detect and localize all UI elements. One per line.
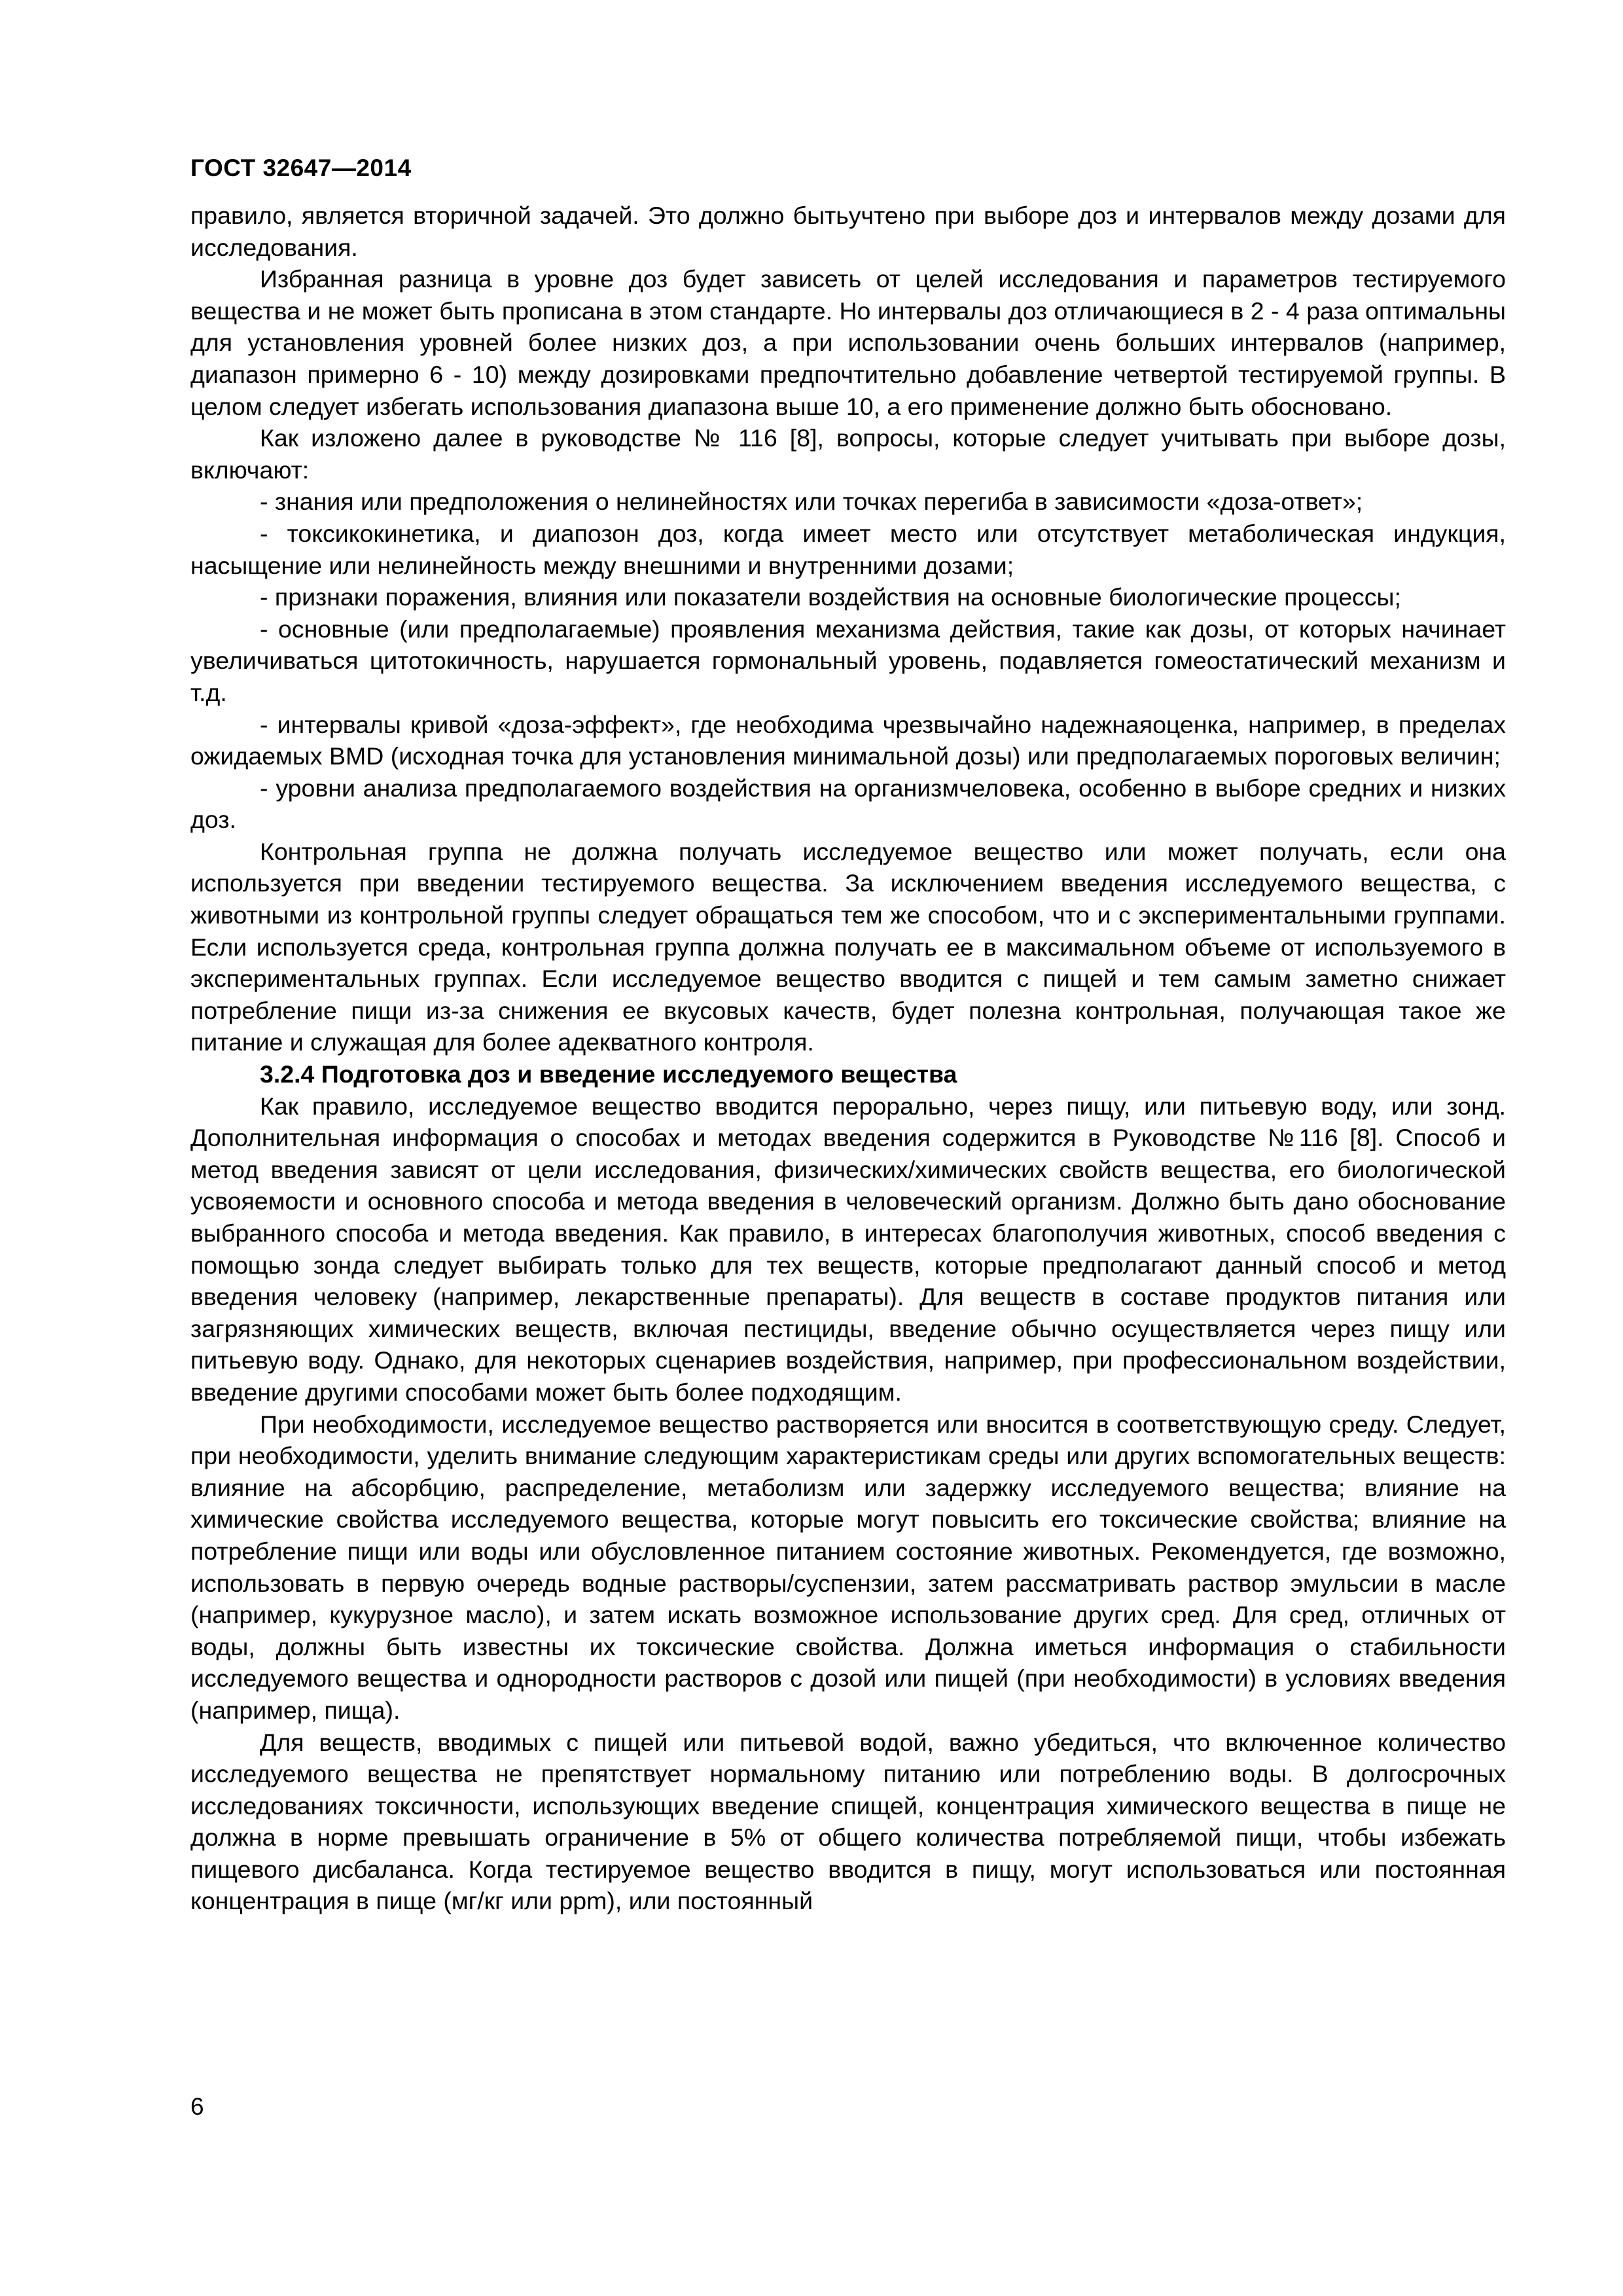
paragraph: правило, является вторичной задачей. Это должно бытьучтено при выборе доз и интервалов между дозами для исследования. [190,202,1506,261]
list-item: - признаки поражения, влияния или показатели воздействия на основные биологические процессы; [260,583,1401,611]
list-item: - интервалы кривой «доза-эффект», где необходима чрезвычайно надежнаяоценка, например, в пределах ожидаемых BMD (исходная точка для установления минимальной дозы) или предполагаемых пороговых величин; [190,710,1506,770]
list-item: - основные (или предполагаемые) проявления механизма действия, такие как дозы, от которых начинает увеличиваться цитотокичность, нарушается гормональный уровень, подавляется гомеостатический механизм и т.д. [190,615,1506,706]
list-item: - уровни анализа предполагаемого воздействия на организмчеловека, особенно в выборе средних и низких доз. [190,774,1506,834]
document-header: ГОСТ 32647—2014 [190,154,412,181]
paragraph: Как правило, исследуемое вещество вводится перорально, через пищу, или питьевую воду, или зонд. Дополнительная информация о способах и методах введения содержится в Руководстве №116 [8]. Способ и метод введения зависят от цели исследования, физических/химических свойств вещества, его биологической усвояемости и основного способа и метода введения в человеческий организм. Должно быть дано обоснование выбранного способа и метода введения. Как правило, в интересах благополучия животных, способ введения с помощью зонда следует выбирать только для тех веществ, которые предполагают данный способ и метод введения человеку (например, лекарственные препараты). Для веществ в составе продуктов питания или загрязняющих химических веществ, включая пестициды, введение обычно осуществляется через пищу или питьевую воду. Однако, для некоторых сценариев воздействия, например, при профессиональном воздействии, введение другими способами может быть более подходящим. [190,1092,1506,1406]
paragraph: При необходимости, исследуемое вещество растворяется или вносится в соответствующую среду. Следует, при необходимости, уделить внимание следующим характеристикам среды или других вспомогательных веществ: влияние на абсорбцию, распределение, метаболизм или задержку исследуемого вещества; влияние на химические свойства исследуемого вещества, которые могут повысить его токсические свойства; влияние на потребление пищи или воды или обусловленное питанием состояние животных. Рекомендуется, где возможно, использовать в первую очередь водные растворы/суспензии, затем рассматривать раствор эмульсии в масле (например, кукурузное масло), и затем искать возможное использование других сред. Для сред, отличных от воды, должны быть известны их токсические свойства. Должна иметься информация о стабильности исследуемого вещества и однородности растворов с дозой или пищей (при необходимости) в условиях введения (например, пища). [190,1410,1506,1724]
paragraph: Для веществ, вводимых с пищей или питьевой водой, важно убедиться, что включенное количество исследуемого вещества не препятствует нормальному питанию или потреблению воды. В долгосрочных исследованиях токсичности, использующих введение спищей, концентрация химического вещества в пище не должна в норме превышать ограничение в 5% от общего количества потребляемой пищи, чтобы избежать пищевого дисбаланса. Когда тестируемое вещество вводится в пищу, могут использоваться или постоянная концентрация в пище (мг/кг или ppm), или постоянный [190,1728,1506,1915]
list-item: - знания или предположения о нелинейностях или точках перегиба в зависимости «доза-ответ»; [260,488,1363,516]
paragraph: Как изложено далее в руководстве № 116 [8], вопросы, которые следует учитывать при выборе дозы, включают: [190,424,1506,484]
paragraph: Контрольная группа не должна получать исследуемое вещество или может получать, если она используется при введении тестируемого вещества. За исключением введения исследуемого вещества, с животными из контрольной группы следует обращаться тем же способом, что и с экспериментальными группами. Если используется среда, контрольная группа должна получать ее в максимальном объеме от используемого в экспериментальных группах. Если исследуемое вещество вводится с пищей и тем самым заметно снижает потребление пищи из-за снижения ее вкусовых качеств, будет полезна контрольная, получающая такое же питание и служащая для более адекватного контроля. [190,837,1506,1056]
page-number: 6 [190,2093,204,2120]
paragraph: Избранная разница в уровне доз будет зависеть от целей исследования и параметров тестируемого вещества и не может быть прописана в этом стандарте. Но интервалы доз отличающиеся в 2 - 4 раза оптимальны для установления уровней более низких доз, а при использовании очень больших интервалов (например, диапазон примерно 6 - 10) между дозировками предпочтительно добавление четвертой тестируемой группы. В целом следует избегать использования диапазона выше 10, а его применение должно быть обосновано. [190,265,1506,420]
section-heading: 3.2.4 Подготовка доз и введение исследуемого вещества [260,1060,957,1088]
list-item: - токсикокинетика, и диапозон доз, когда имеет место или отсутствует метаболическая индукция, насыщение или нелинейность между внешними и внутренними дозами; [190,519,1506,579]
document-body [190,200,1506,1917]
